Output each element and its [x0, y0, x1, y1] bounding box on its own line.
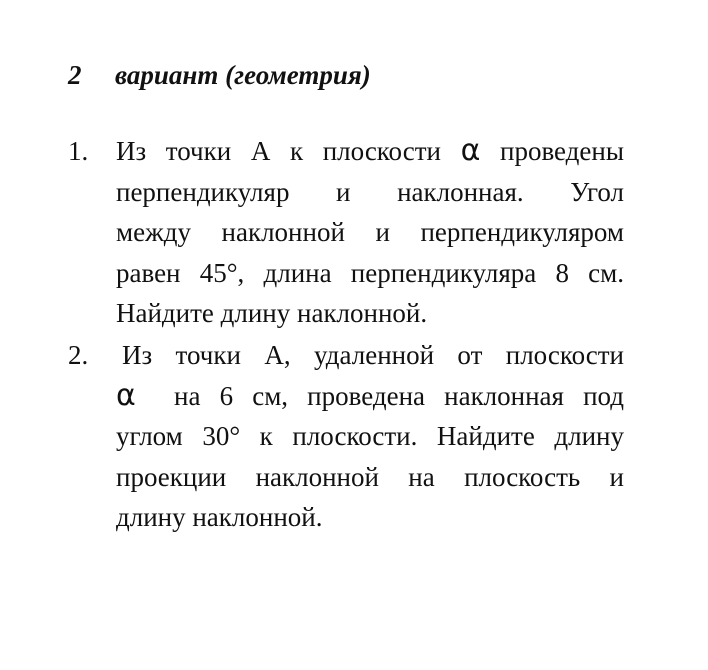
task-2-line-5: длину наклонной. — [116, 502, 323, 533]
task-1-line-1-before: Из точки А к плоскости — [116, 136, 461, 166]
alpha-symbol: α — [116, 377, 136, 413]
variant-title: вариант (геометрия) — [115, 60, 371, 90]
task-2-line-4: проекции наклонной на плоскость и — [116, 461, 624, 492]
task-1-line-4: равен 45°, длина перпендикуляра 8 см. — [116, 257, 624, 288]
task-1-line-2: перпендикуляр и наклонная. Угол — [116, 176, 624, 207]
task-2-marker: 2. — [68, 340, 89, 370]
task-2-line-2-after: на 6 см, проведена наклонная под — [135, 380, 624, 411]
page-title — [68, 58, 371, 92]
alpha-symbol: α — [460, 133, 481, 168]
task-1-line-1 — [116, 131, 624, 172]
task-1-line-5: Найдите длину наклонной. — [116, 298, 428, 329]
task-2-line-3: углом 30° к плоскости. Найдите длину — [116, 421, 624, 452]
task-1-marker: 1. — [68, 136, 89, 166]
task-2-text — [116, 335, 624, 538]
task-2-line-1: Из точки А, удаленной от плоскости — [122, 340, 624, 370]
task-1 — [68, 131, 624, 334]
task-1-line-3: между наклонной и перпендикуляром — [116, 217, 624, 248]
task-2-line-2 — [116, 376, 624, 417]
variant-number: 2 — [68, 60, 82, 90]
task-2 — [68, 335, 624, 538]
task-1-text — [116, 131, 624, 334]
task-1-line-1-after: проведены — [480, 136, 624, 166]
